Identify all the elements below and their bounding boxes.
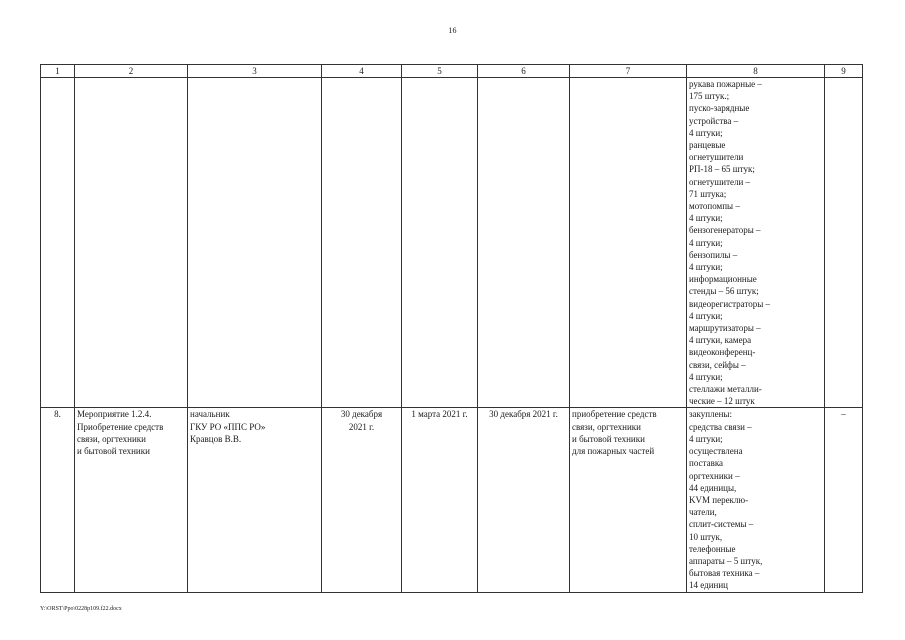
header-cell: 8: [687, 65, 825, 78]
table-cell: [570, 78, 687, 408]
header-cell: 9: [825, 65, 863, 78]
table-cell: [322, 78, 402, 408]
problems-cell: –: [825, 408, 863, 592]
header-cell: 4: [322, 65, 402, 78]
results-cell: закуплены: средства связи – 4 штуки; осуществлена поставка оргтехники – 44 единицы, KVM переклю- чатели, сплит-системы – 10 штук, телефонные аппараты – 5 штук, бытовая техника – 14 единиц: [687, 408, 825, 592]
table-cell: [41, 78, 75, 408]
header-cell: 3: [188, 65, 322, 78]
header-cell: 5: [402, 65, 478, 78]
actual-start-cell: 1 марта 2021 г.: [402, 408, 478, 592]
table-cell: [188, 78, 322, 408]
planned-end-cell: 30 декабря 2021 г.: [322, 408, 402, 592]
file-path-footer: Y:\ORST\Ppo\0228p109.f22.docx: [40, 606, 122, 612]
header-cell: 7: [570, 65, 687, 78]
table-cell: [478, 78, 570, 408]
table-row-continued: [41, 78, 863, 408]
table-cell: [825, 78, 863, 408]
page-number: 16: [448, 26, 457, 35]
table-cell: [402, 78, 478, 408]
results-cell: рукава пожарные – 175 штук.; пуско-зарядные устройства – 4 штуки; ранцевые огнетушители РП-18 – 65 штук; огнетушители – 71 штука; мотопомпы – 4 штуки; бензогенераторы – 4 штуки; бензопилы – 4 штуки; информационные стенды – 56 штук; видеорегистраторы – 4 штуки; маршрутизаторы – 4 штуки, камера видеоконференц- связи, сейфы – 4 штуки; стеллажи металли- ческие – 12 штук: [687, 78, 825, 408]
measures-table: [40, 64, 863, 593]
header-cell: 6: [478, 65, 570, 78]
row-number: 8.: [41, 408, 75, 592]
header-row: [41, 65, 863, 78]
table-cell: [75, 78, 188, 408]
expected-result-cell: приобретение средств связи, оргтехники и бытовой техники для пожарных частей: [570, 408, 687, 592]
header-cell: 2: [75, 65, 188, 78]
responsible-cell: начальник ГКУ РО «ППС РО» Кравцов В.В.: [188, 408, 322, 592]
table-row-8: [41, 408, 863, 592]
measure-name-cell: Мероприятие 1.2.4. Приобретение средств связи, оргтехники и бытовой техники: [75, 408, 188, 592]
header-cell: 1: [41, 65, 75, 78]
actual-end-cell: 30 декабря 2021 г.: [478, 408, 570, 592]
